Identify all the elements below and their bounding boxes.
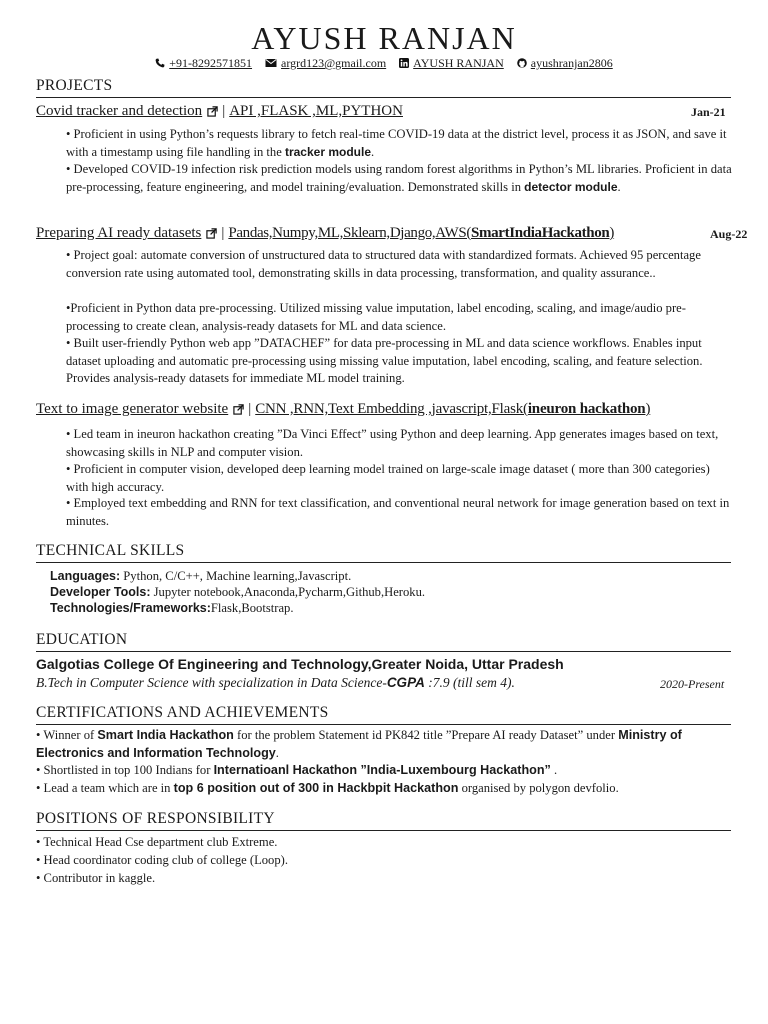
separator: | [221,225,225,241]
skill-label: Technologies/Frameworks: [50,601,211,616]
bullet-text: • Project goal: automate conversion of unstructured data to structured data with standardized formats. Achieved 95 percentage conversion rate using automated tool, demonstrating skills in data processing, transformation, and quality assurance.. [66,248,701,280]
achievement-text: for the problem Statement id PK842 title ”Prepare AI ready Dataset” under [233,728,619,742]
contact-bar [0,55,768,71]
position-item: • Head coordinator coding club of college (Loop). [36,853,288,867]
skill-value: Jupyter notebook,Anaconda,Pycharm,Github,Heroku. [150,585,426,600]
contact-linkedin[interactable] [399,55,504,71]
tech-bold: SmartIndiaHackathon [471,225,610,241]
education-date: 2020-Present [660,677,725,691]
tech-text: API ,FLASK ,ML,PYTHON [229,103,403,119]
email-address: argrd123@gmail.com [281,56,387,70]
bullet-text: •Proficient in Python data pre-processing. Utilized missing value imputation, label encoding, scaling, and image/audio pre-processing to create clean, analysis-ready datasets for ML and data science. [66,301,686,333]
section-title-projects: PROJECTS [36,77,113,94]
phone-icon [155,58,165,68]
position-item: • Contributor in kaggle. [36,871,156,885]
section-divider [36,830,731,831]
achievement-bold: Ministry of Electronics and Information Technology [36,728,682,760]
bullet-end: . [617,179,621,194]
project-bullet [66,300,734,335]
skill-value: Flask,Bootstrap. [210,601,294,616]
separator: | [222,103,226,119]
skill-label: Developer Tools: [50,585,151,600]
achievement-text: • Shortlisted in top 100 Indians for [36,763,214,777]
achievement-item [36,762,736,780]
project-tech-stack [255,400,650,418]
bullet-text: • Developed COVID-19 infection risk prediction models using random forest algorithms in Python’s ML libraries. Proficient in data pre-processing, feature engineering, and model training/evaluation. Demonstrated skills in [66,162,732,194]
section-title-skills: TECHNICAL SKILLS [36,542,185,559]
external-link-icon[interactable] [233,404,244,415]
candidate-name: AYUSH RANJAN [251,20,517,56]
achievement-text: • Winner of [36,728,98,742]
bullet-text: • Proficient in computer vision, developed deep learning model trained on large-scale image dataset ( more than 300 categories) with high accuracy. [66,462,710,494]
project-bullet [66,335,734,388]
degree-cgpa-value: :7.9 (till sem 4). [424,675,515,690]
tech-bold: ineuron hackathon [527,401,646,417]
tech-text: Pandas,Numpy,ML,Sklearn,Django,AWS( [228,225,472,241]
section-title-certifications: CERTIFICATIONS AND ACHIEVEMENTS [36,704,329,721]
tech-end: ) [645,401,651,417]
project-bullet [66,461,734,496]
section-title-education: EDUCATION [36,631,128,648]
skill-value: Python, C/C++, Machine learning,Javascript. [120,569,352,583]
project-title[interactable]: Covid tracker and detection [36,103,203,119]
project-bullet [66,495,734,530]
project-date: Aug-22 [710,227,748,241]
contact-email[interactable] [265,55,386,71]
achievement-bold: Smart India Hackathon [97,728,234,742]
phone-number: +91-8292571851 [169,56,253,70]
degree-cgpa-label: CGPA [386,675,425,690]
project-tech-stack [229,102,403,120]
achievement-text: . [550,763,558,777]
separator: | [248,401,252,417]
education-degree [36,674,515,692]
section-title-positions: POSITIONS OF RESPONSIBILITY [36,810,275,827]
bullet-text: • Built user-friendly Python web app ”DATACHEF” for data pre-processing in ML and data science workflows. Enables input dataset uploading and automatic pre-processing using missing value imputation, label encoding, scaling, and feature selection. Provides analysis-ready datasets for immediate ML model training. [66,336,703,386]
bullet-text: • Led team in ineuron hackathon creating ”Da Vinci Effect” using Python and deep learning. App generates images based on text, showcasing skills in NLP and computer vision. [66,427,719,459]
achievement-item [36,727,736,762]
bullet-bold: tracker module [284,144,372,159]
tech-text: CNN ,RNN,Text Embedding ,javascript,Flask( [255,401,528,417]
skills-list [50,568,425,617]
contact-github[interactable] [517,55,613,71]
degree-text: B.Tech in Computer Science with specialization in Data Science- [36,675,387,690]
skill-row [50,568,425,584]
external-link-icon[interactable] [206,228,217,239]
skill-label: Languages: [50,569,121,583]
project-heading-covid [36,102,403,120]
external-link-icon[interactable] [207,106,218,117]
contact-phone[interactable] [155,55,252,71]
skill-row [50,600,425,616]
github-handle: ayushranjan2806 [530,56,613,70]
project-title[interactable]: Text to image generator website [36,401,229,417]
project-date: Jan-21 [691,105,726,119]
section-divider [36,97,731,98]
education-institution: Galgotias College Of Engineering and Technology,Greater Noida, Uttar Pradesh [36,656,564,672]
bullet-end: . [371,144,375,159]
skill-row [50,584,425,600]
project-bullet [66,426,734,461]
achievement-text: organised by polygon devfolio. [458,781,619,795]
bullet-bold: detector module [524,179,618,194]
project-heading-text-to-image [36,400,650,418]
project-heading-ai-datasets [36,224,614,242]
project-bullet [66,126,734,161]
project-title[interactable]: Preparing AI ready datasets [36,225,202,241]
linkedin-name: AYUSH RANJAN [413,56,504,70]
section-divider [36,562,731,563]
tech-end: ) [609,225,615,241]
achievement-item [36,780,736,798]
section-divider [36,651,731,652]
achievement-text: • Lead a team which are in [36,781,174,795]
github-icon [517,58,527,68]
section-divider [36,724,731,725]
bullet-text: • Proficient in using Python’s requests library to fetch real-time COVID-19 data at the district level, process it as JSON, and save it with a timestamp using file handling in the [66,127,727,159]
envelope-icon [265,58,277,68]
achievement-bold: Internatioanl Hackathon ”India-Luxembourg Hackathon” [213,763,551,777]
project-bullet [66,247,734,282]
achievement-bold: top 6 position out of 300 in Hackbpit Hackathon [173,781,459,795]
project-tech-stack [228,224,614,242]
position-item: • Technical Head Cse department club Extreme. [36,835,278,849]
project-bullet [66,161,734,196]
achievement-text: . [275,745,279,760]
linkedin-icon [399,58,409,68]
bullet-text: • Employed text embedding and RNN for text classification, and conventional neural network for image generation based on text in minutes. [66,496,730,528]
